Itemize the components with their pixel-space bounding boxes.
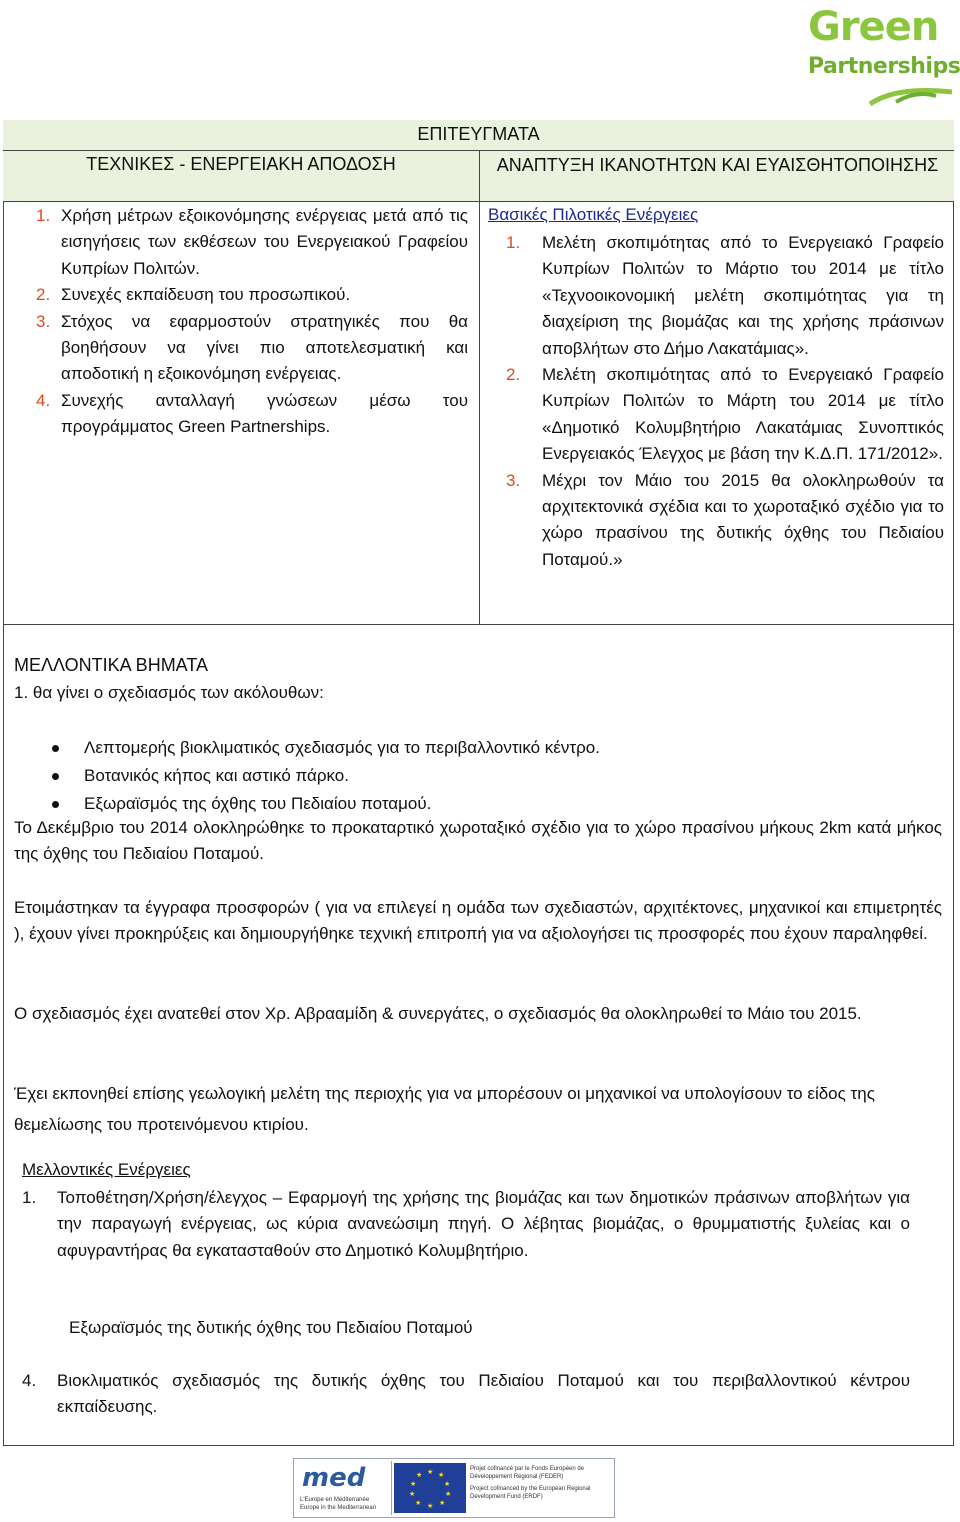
logo-line-1: Green [808, 4, 939, 50]
med-tagline-fr: L'Europe en Méditerranée [300, 1497, 370, 1503]
funding-footer [293, 1458, 615, 1518]
list-item: 3. Μέχρι τον Μάιο του 2015 θα ολοκληρωθούν τα αρχιτεκτονικά σχέδια και το χωροταξικό σχέδιο για το χώρο πρασίνου της δυτικής όχθης του Πεδιαίου Ποταμού.» [506, 470, 944, 569]
paragraph: Ετοιμάστηκαν τα έγγραφα προσφορών ( για να επιλεγεί η ομάδα των σχεδιαστών, αρχιτέκτονες, μηχανικοί και επιμετρητές ), έχουν γίνει προκηρύξεις και δημιουργήθηκε τεχνική επιτροπή για να αξιολογήσει τις προσφορές που έχουν παραληφθεί. [14, 898, 942, 944]
list-item: 4. Συνεχής ανταλλαγή γνώσεων μέσω του προγράμματος Green Partnerships. [36, 390, 468, 437]
list-item: 3. Στόχος να εφαρμοστούν στρατηγικές που θα βοηθήσουν να γίνει πιο αποτελεσματική και αποδοτική η εξοικονόμηση ενέργειας. [36, 311, 468, 384]
future-steps-title: ΜΕΛΛΟΝΤΙΚΑ ΒΗΜΑΤΑ [14, 655, 209, 675]
list-item: Βοτανικός κήπος και αστικό πάρκο. [50, 762, 600, 790]
funding-statement [470, 1465, 612, 1501]
paragraph: Ο σχεδιασμός έχει ανατεθεί στον Χρ. Αβρααμίδη & συνεργάτες, ο σχεδιασμός θα ολοκληρωθεί το Μάιο του 2015. [14, 1004, 862, 1023]
design-bullets [50, 734, 600, 818]
future-action-item: 4. Βιοκλιματικός σχεδιασμός της δυτικής όχθης του Πεδιαίου Ποταμού και του περιβαλλοντικού κέντρου εκπαίδευσης. [22, 1371, 910, 1417]
list-item: Εξωραϊσμός της όχθης του Πεδιαίου ποταμού. [50, 790, 600, 818]
list-item: Λεπτομερής βιοκλιματικός σχεδιασμός για το περιβαλλοντικό κέντρο. [50, 734, 600, 762]
med-logo-text: med [302, 1463, 366, 1493]
table-divider [3, 624, 954, 625]
pilot-actions-heading: Βασικές Πιλοτικές Ενέργειες [488, 205, 699, 224]
technical-list [36, 203, 468, 441]
bullet-icon [52, 745, 59, 752]
right-column-header: ΑΝΑΠΤΥΞΗ ΙΚΑΝΟΤΗΤΩΝ ΚΑΙ ΕΥΑΙΣΘΗΤΟΠΟΙΗΣΗΣ [496, 155, 939, 175]
med-tagline-en: Europe in the Mediterranean [300, 1505, 377, 1511]
eu-flag-icon: ★ ★ ★ ★ ★ ★ ★ ★ ★ ★ [394, 1463, 466, 1513]
paragraph: Το Δεκέμβριο του 2014 ολοκληρώθηκε το προκαταρτικό χωροταξικό σχέδιο για το χώρο πρασίνου μήκους 2km κατά μήκος της όχθης του Πεδιαίου Ποταμού. [14, 818, 942, 864]
logo-line-2: Partnerships [808, 54, 960, 79]
list-item: 2. Μελέτη σκοπιμότητας από το Ενεργειακό Γραφείο Κυπρίων Πολιτών το Μάρτη του 2014 με τίτλο «Δημοτικό Κολυμβητήριο Λακατάμιας Συνοπτικός Ενεργειακός Έλεγχος με βάση την Κ.Δ.Π. 171/2012». [506, 365, 944, 464]
green-partnerships-logo [806, 4, 958, 112]
funding-statement-en: Project cofinanced by the European Regional Development Fund (ERDF) [470, 1486, 591, 1500]
future-actions-heading: Μελλοντικές Ενέργειες [22, 1160, 191, 1179]
pilot-actions-list [506, 230, 944, 573]
list-item: 1. Μελέτη σκοπιμότητας από το Ενεργειακό Γραφείο Κυπρίων Πολιτών το Μάρτιο του 2014 με τίτλο «Τεχνοοικονομική μελέτη σκοπιμότητας για τη διαχείριση της βιομάζας και της χρήσης πράσινων αποβλήτων στο Δήμο Λακατάμιας». [506, 233, 944, 358]
left-column-header: ΤΕΧΝΙΚΕΣ - ΕΝΕΡΓΕΙΑΚΗ ΑΠΟΔΟΣΗ [86, 154, 396, 174]
table-title: ΕΠΙΤΕΥΓΜΑΤΑ [417, 124, 540, 144]
table-column-divider [479, 150, 480, 624]
future-steps-intro: 1. θα γίνει ο σχεδιασμός των ακόλουθων: [14, 683, 324, 702]
funding-statement-fr: Projet cofinancé par le Fonds Européen de Développement Régional (FEDER) [470, 1466, 585, 1480]
handshake-icon [866, 82, 956, 112]
bullet-icon [52, 773, 59, 780]
list-item: 1. Χρήση μέτρων εξοικονόμησης ενέργειας μετά από τις εισηγήσεις των εκθέσεων του Ενεργειακού Γραφείου Κυπρίων Πολιτών. [36, 206, 468, 278]
list-item: 2. Συνεχές εκπαίδευση του προσωπικού. [36, 285, 351, 305]
med-programme-logo [296, 1461, 392, 1515]
bullet-icon [52, 801, 59, 808]
future-action-item: 1. Τοποθέτηση/Χρήση/έλεγχος – Εφαρμογή της χρήσης της βιομάζας και των δημοτικών πράσινων αποβλήτων για την παραγωγή ενέργειας, ως κύρια ανανεώσιμη πηγή. Ο λέβητας βιομάζας, ο θρυμματιστής ξυλείας και ο αφυγραντήρας θα εγκατασταθούν στο Δημοτικό Κολυμβητήριο. [22, 1188, 910, 1260]
paragraph: Έχει εκπονηθεί επίσης γεωλογική μελέτη της περιοχής για να μπορέσουν οι μηχανικοί να υπολογίσουν το είδος της θεμελίωσης του προτεινόμενου κτιρίου. [14, 1084, 875, 1134]
future-action-note: Εξωραϊσμός της δυτικής όχθης του Πεδιαίου Ποταμού [69, 1318, 473, 1337]
